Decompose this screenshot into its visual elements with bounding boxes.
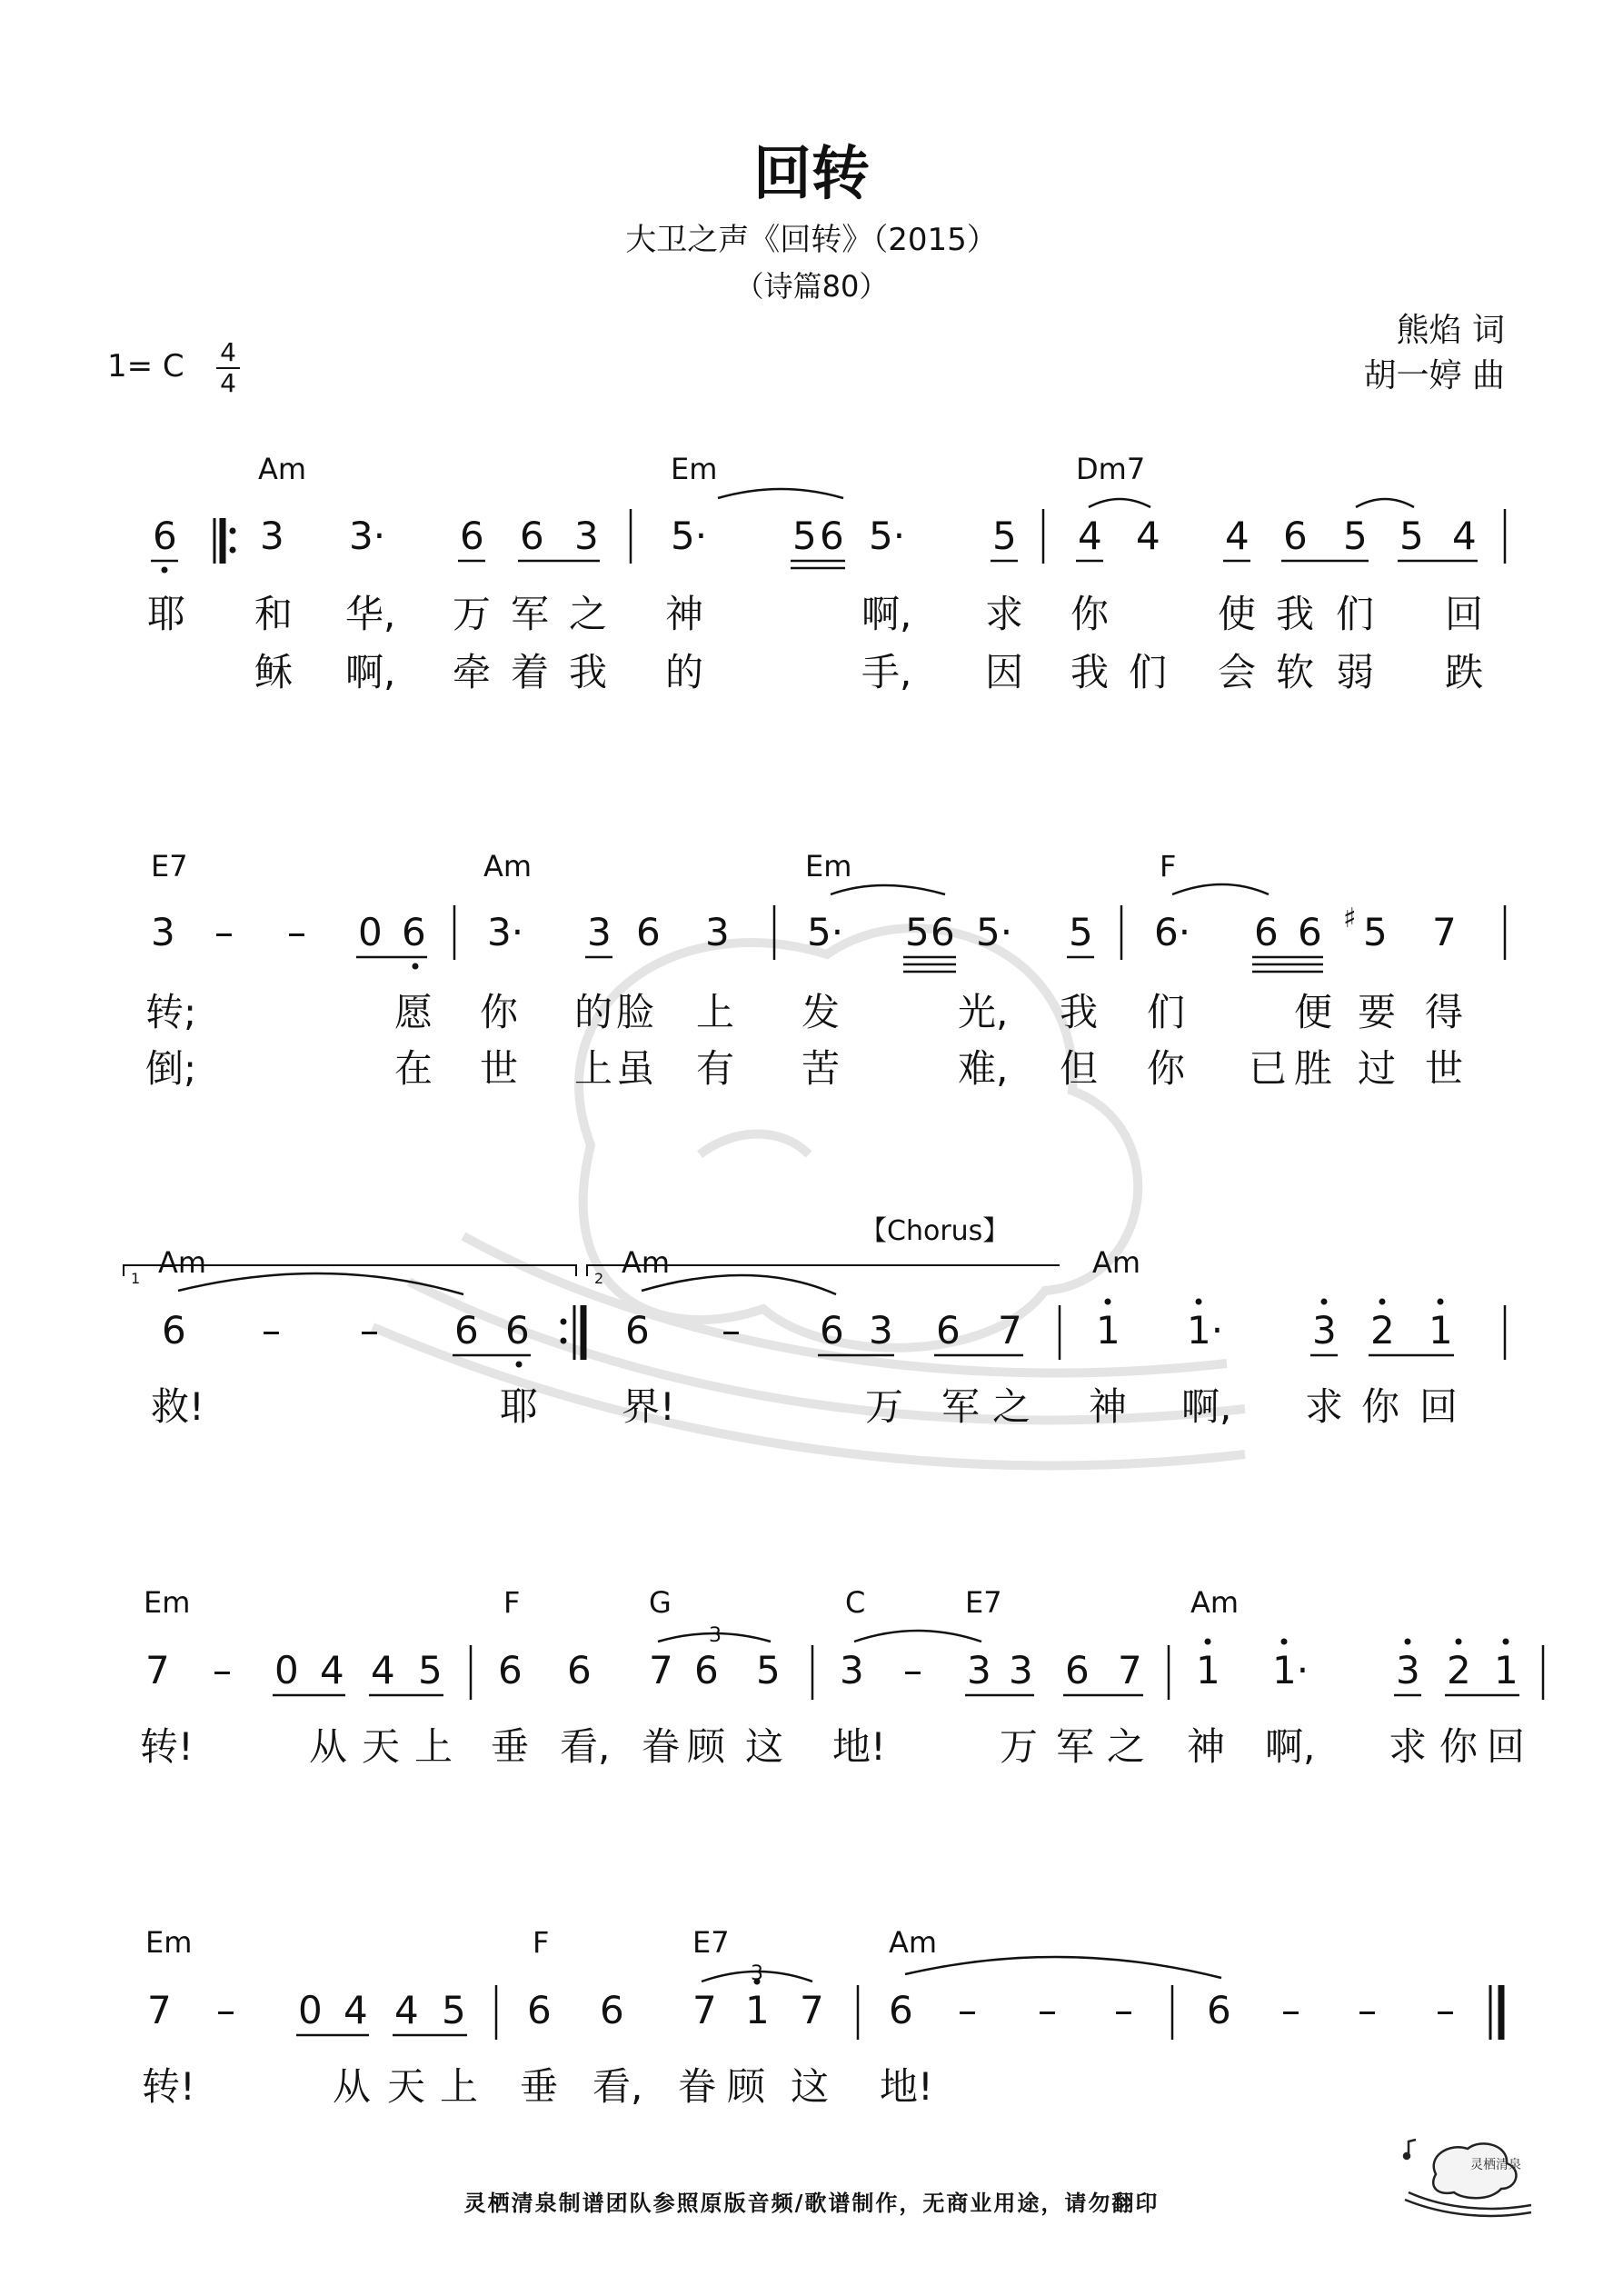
chord-symbol: C — [845, 1585, 866, 1620]
lyric: 啊, — [1265, 1724, 1316, 1769]
note: – — [1114, 1988, 1133, 2032]
note: – — [958, 1988, 977, 2032]
note: 7 — [147, 1988, 172, 2032]
lyric: 在 — [394, 1046, 433, 1091]
lyric: 你 — [1439, 1724, 1479, 1769]
note: 1 — [745, 1988, 770, 2032]
lyric: 们 — [1147, 990, 1186, 1034]
note: 6 — [1254, 910, 1279, 954]
lyric: 倒; — [145, 1046, 197, 1091]
note: 3 — [260, 514, 284, 558]
lyric: 胜 — [1294, 1046, 1333, 1091]
note: 2 — [1447, 1648, 1471, 1692]
composer-credit: 胡一婷 曲 — [1363, 357, 1505, 394]
note: 1 — [1196, 1648, 1220, 1692]
note: 6 — [153, 514, 177, 558]
lyric: 神 — [665, 592, 704, 636]
note: 6 — [460, 514, 484, 558]
note: 5 — [1069, 910, 1093, 954]
lyric: 上 — [696, 990, 735, 1034]
chord-symbol: E7 — [692, 1925, 730, 1960]
lyric: 弱 — [1336, 650, 1375, 694]
note: 5 — [905, 910, 930, 954]
footer-notice: 灵栖清泉制谱团队参照原版音频/歌谱制作，无商业用途，请勿翻印 — [463, 2190, 1160, 2216]
time-denominator: 4 — [220, 368, 236, 398]
lyric: 难, — [958, 1046, 1009, 1091]
note: – — [287, 910, 306, 954]
lyric: 这 — [791, 2064, 830, 2109]
note: 5 — [756, 1648, 781, 1692]
lyric: 上 — [414, 1724, 453, 1769]
note: – — [360, 1308, 379, 1353]
lyric: 的 — [574, 990, 613, 1034]
note: 5 — [1363, 910, 1388, 954]
volta-1-label: 1 — [131, 1270, 141, 1287]
song-subtitle: 大卫之声《回转》（2015） — [625, 222, 998, 258]
time-numerator: 4 — [216, 338, 240, 369]
note: 3 — [840, 1648, 864, 1692]
note: 6 — [402, 910, 426, 954]
note: 5 — [442, 1988, 466, 2032]
lyric: 万 — [865, 1384, 904, 1429]
note: 3· — [349, 514, 386, 558]
note: 6 — [520, 514, 544, 558]
note: 6 — [820, 1308, 844, 1353]
note: 5 — [792, 514, 817, 558]
lyric: 顾 — [727, 2064, 766, 2109]
lyric: 要 — [1358, 990, 1397, 1034]
lyric: 过 — [1358, 1046, 1397, 1091]
lyric: 军 — [1056, 1724, 1095, 1769]
section-label: 【Chorus】 — [860, 1215, 1011, 1247]
note: – — [213, 1648, 232, 1692]
triplet-mark: 3 — [709, 1624, 722, 1647]
volta-2-label: 2 — [594, 1270, 604, 1287]
note: 6 — [936, 1308, 961, 1353]
lyric: 转! — [142, 2064, 195, 2109]
lyricist-credit: 熊焰 词 — [1396, 312, 1505, 349]
note: 6 — [1065, 1648, 1090, 1692]
lyric: 着 — [511, 650, 550, 694]
lyric: 天 — [387, 2064, 426, 2109]
note: – — [1436, 1988, 1455, 2032]
lyric: 军 — [941, 1384, 981, 1429]
chord-symbol: Dm7 — [1076, 452, 1146, 486]
song-title: 回转 — [753, 141, 870, 208]
note: 6 — [505, 1308, 530, 1353]
note: 0 — [358, 910, 383, 954]
note: 1· — [1272, 1648, 1309, 1692]
lyric: 看, — [560, 1724, 611, 1769]
note: 3 — [574, 514, 599, 558]
lyric: 上 — [440, 2064, 479, 2109]
note: 4 — [371, 1648, 395, 1692]
lyric: 虽 — [616, 1046, 655, 1091]
lyric: 发 — [802, 990, 841, 1034]
lyric: 神 — [1187, 1724, 1226, 1769]
score-line-4 — [140, 1585, 1543, 1769]
lyric: 求 — [1305, 1384, 1344, 1429]
note: 6 — [889, 1988, 913, 2032]
note: 6 — [527, 1988, 552, 2032]
lyric: 你 — [1147, 1046, 1186, 1091]
note: 5· — [807, 910, 844, 954]
note: 5 — [1343, 514, 1368, 558]
lyric: 这 — [745, 1724, 784, 1769]
note: 0 — [274, 1648, 299, 1692]
score-line-2 — [145, 849, 1505, 1091]
note: 7 — [145, 1648, 170, 1692]
note: 3 — [151, 910, 175, 954]
lyric: 之 — [569, 592, 608, 636]
note: 6 — [1283, 514, 1308, 558]
chord-symbol: Em — [805, 849, 852, 883]
lyric: 脸 — [616, 990, 655, 1034]
lyric: 回 — [1487, 1724, 1526, 1769]
lyric: 啊, — [861, 592, 912, 636]
scripture-reference: （诗篇80） — [734, 269, 889, 304]
lyric: 们 — [1129, 650, 1168, 694]
note: 7 — [649, 1648, 673, 1692]
note: – — [722, 1308, 741, 1353]
lyric: 啊, — [1181, 1384, 1232, 1429]
chord-symbol: Am — [889, 1925, 938, 1960]
sharp-sign: ♯ — [1343, 903, 1357, 934]
note: 4 — [320, 1648, 344, 1692]
lyric: 神 — [1089, 1384, 1128, 1429]
score-line-1 — [147, 452, 1505, 694]
chord-symbol: Em — [144, 1585, 191, 1620]
note: 4 — [1078, 514, 1102, 558]
note: 6 — [1298, 910, 1322, 954]
lyric: 之 — [1107, 1724, 1146, 1769]
key-signature: 1= C — [107, 348, 184, 384]
note: 3 — [705, 910, 730, 954]
lyric: 的 — [665, 650, 704, 694]
chord-symbol: F — [503, 1585, 521, 1620]
note: – — [1358, 1988, 1377, 2032]
lyric: 耶 — [500, 1384, 539, 1429]
triplet-mark: 3 — [751, 1962, 763, 1985]
lyric: 华, — [345, 592, 396, 636]
lyric: 得 — [1425, 990, 1464, 1034]
lyric: 我 — [1276, 592, 1315, 636]
lyric: 转; — [145, 990, 197, 1034]
note: 7 — [800, 1988, 824, 2032]
note: 6· — [1154, 910, 1191, 954]
lyric: 万 — [1000, 1724, 1039, 1769]
chord-symbol: Am — [158, 1245, 207, 1280]
lyric: 软 — [1276, 650, 1315, 694]
score-line-3 — [124, 1215, 1505, 1429]
lyric: 救! — [151, 1384, 204, 1429]
lyric: 会 — [1218, 650, 1257, 694]
lyric: 你 — [480, 990, 519, 1034]
chord-symbol: Em — [671, 452, 718, 486]
note: 4 — [394, 1988, 419, 2032]
lyric: 万 — [453, 592, 492, 636]
note: 6 — [567, 1648, 592, 1692]
note: 4 — [1225, 514, 1250, 558]
lyric: 天 — [362, 1724, 401, 1769]
note: 3 — [1009, 1648, 1033, 1692]
chord-symbol: Am — [1190, 1585, 1240, 1620]
chord-symbol: Am — [622, 1245, 671, 1280]
lyric: 界! — [622, 1384, 675, 1429]
lyric: 转! — [140, 1724, 194, 1769]
lyric: 你 — [1070, 592, 1110, 636]
note: 3 — [587, 910, 612, 954]
chord-symbol: E7 — [965, 1585, 1002, 1620]
lyric: 地! — [880, 2064, 933, 2109]
logo-text: 灵栖清泉 — [1470, 2158, 1521, 2172]
lyric: 世 — [480, 1046, 519, 1091]
note: – — [1038, 1988, 1057, 2032]
lyric: 因 — [985, 650, 1024, 694]
lyric: 有 — [696, 1046, 735, 1091]
chord-symbol: E7 — [151, 849, 188, 883]
lyric: 垂 — [520, 2064, 559, 2109]
lyric: 我 — [1070, 650, 1110, 694]
chord-symbol: Am — [1092, 1245, 1141, 1280]
lyric: 便 — [1294, 990, 1333, 1034]
note: 3 — [967, 1648, 991, 1692]
note: 4 — [1452, 514, 1477, 558]
lyric: 军 — [511, 592, 550, 636]
note: 1 — [1494, 1648, 1518, 1692]
lyric: 回 — [1419, 1384, 1459, 1429]
note: 5 — [1399, 514, 1424, 558]
lyric: 世 — [1425, 1046, 1464, 1091]
note: 7 — [998, 1308, 1022, 1353]
lyric: 上 — [574, 1046, 613, 1091]
note: 6 — [454, 1308, 479, 1353]
note: 7 — [1432, 910, 1457, 954]
lyric: 苦 — [802, 1046, 841, 1091]
lyric: 从 — [333, 2064, 372, 2109]
chord-symbol: Am — [483, 849, 533, 883]
note: 3· — [487, 910, 524, 954]
chord-symbol: F — [533, 1925, 550, 1960]
lyric: 和 — [254, 592, 294, 636]
note: – — [214, 910, 234, 954]
note: 3 — [869, 1308, 893, 1353]
lyric: 手, — [861, 650, 912, 694]
note: 6 — [625, 1308, 650, 1353]
note: – — [262, 1308, 281, 1353]
note: 5 — [418, 1648, 443, 1692]
note: 1 — [1429, 1308, 1453, 1353]
note: 6 — [820, 514, 844, 558]
lyric: 地! — [832, 1724, 886, 1769]
note: 4 — [1136, 514, 1160, 558]
chord-symbol: F — [1160, 849, 1177, 883]
lyric: 眷 — [678, 2064, 717, 2109]
lyric: 耶 — [147, 592, 186, 636]
lyric: 使 — [1218, 592, 1257, 636]
note: 0 — [298, 1988, 323, 2032]
chord-symbol: Am — [258, 452, 307, 486]
lyric: 稣 — [254, 650, 294, 694]
lyric: 眷 — [642, 1724, 681, 1769]
note: 6 — [1207, 1988, 1231, 2032]
lyric: 已 — [1249, 1046, 1288, 1091]
lyric: 光, — [958, 990, 1009, 1034]
note: 7 — [692, 1988, 717, 2032]
note: 5 — [992, 514, 1017, 558]
note: 6 — [931, 910, 955, 954]
note: 1 — [1096, 1308, 1120, 1353]
note: 6 — [162, 1308, 186, 1353]
lyric: 你 — [1361, 1384, 1400, 1429]
note: – — [1281, 1988, 1300, 2032]
note: 4 — [344, 1988, 368, 2032]
note: 6 — [636, 910, 661, 954]
note: 6 — [694, 1648, 719, 1692]
lyric: 愿 — [394, 990, 433, 1034]
note: 5· — [671, 514, 708, 558]
chord-symbol: G — [649, 1585, 672, 1620]
lyric: 们 — [1336, 592, 1375, 636]
lyric: 之 — [992, 1384, 1031, 1429]
note: 3 — [1396, 1648, 1420, 1692]
lyric: 回 — [1445, 592, 1484, 636]
lyric: 垂 — [491, 1724, 530, 1769]
note: 1· — [1187, 1308, 1224, 1353]
lyric: 从 — [309, 1724, 348, 1769]
lyric: 顾 — [687, 1724, 726, 1769]
note: – — [216, 1988, 235, 2032]
note: – — [903, 1648, 922, 1692]
lyric: 我 — [569, 650, 608, 694]
lyric: 牵 — [453, 650, 492, 694]
lyric: 跌 — [1445, 650, 1484, 694]
note: 3 — [1312, 1308, 1337, 1353]
note: 6 — [600, 1988, 624, 2032]
lyric: 求 — [1389, 1724, 1428, 1769]
note: 5· — [976, 910, 1013, 954]
note: 2 — [1370, 1308, 1395, 1353]
score-line-5 — [142, 1925, 1501, 2109]
lyric: 求 — [985, 592, 1024, 636]
lyric: 看, — [592, 2064, 643, 2109]
lyric: 啊, — [345, 650, 396, 694]
lyric: 但 — [1060, 1046, 1099, 1091]
note: 5· — [869, 514, 906, 558]
note: 6 — [498, 1648, 523, 1692]
note: 7 — [1118, 1648, 1142, 1692]
lyric: 我 — [1060, 990, 1099, 1034]
chord-symbol: Em — [145, 1925, 193, 1960]
